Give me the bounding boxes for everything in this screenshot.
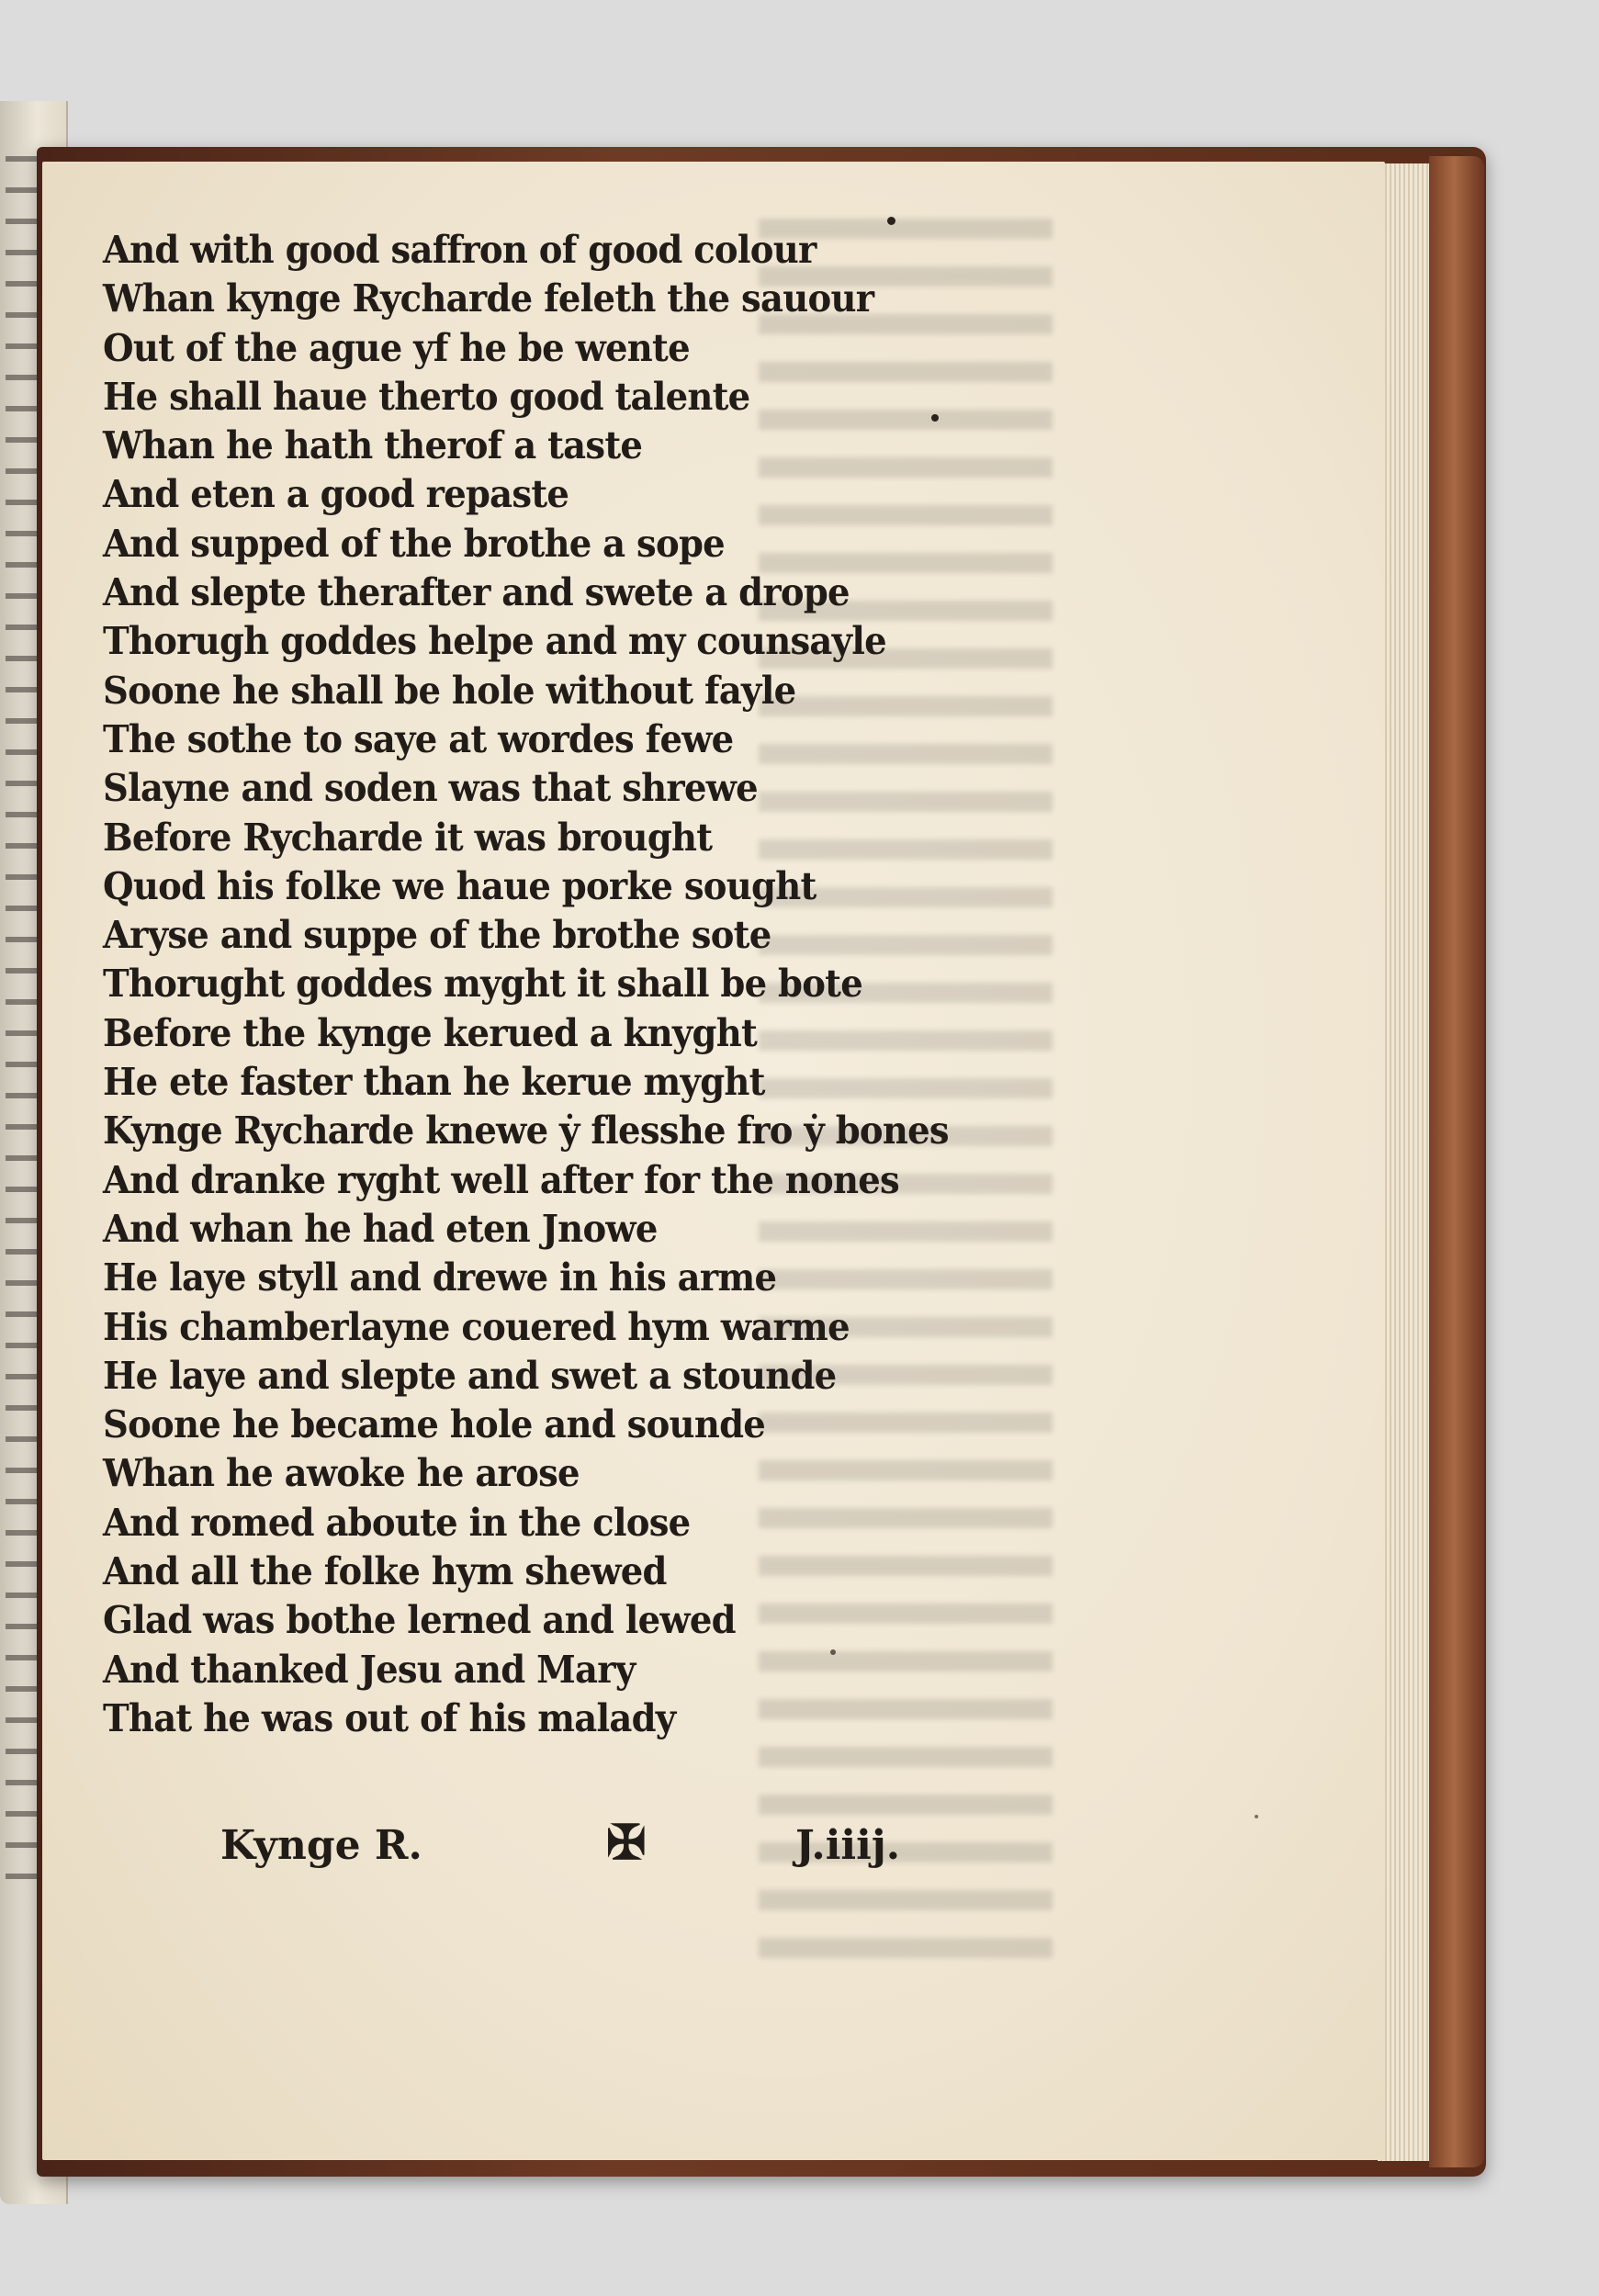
verse-line: He laye styll and drewe in his arme: [103, 1255, 777, 1300]
verse-line: And dranke ryght well after for the nones: [103, 1157, 899, 1202]
ink-speck: [887, 217, 895, 225]
verse-line: And eten a good repaste: [103, 472, 569, 517]
running-title: Kynge R.: [220, 1822, 422, 1869]
verse-line: And all the folke hym shewed: [103, 1549, 667, 1594]
verse-line: And supped of the brothe a sope: [103, 521, 725, 566]
ink-speck: [830, 1649, 836, 1655]
page-stack-edges: [1378, 163, 1429, 2161]
verse-line: His chamberlayne couered hym warme: [103, 1304, 850, 1349]
verse-line: Whan he hath therof a taste: [103, 423, 643, 468]
ink-speck: [931, 414, 939, 422]
verse-line: And thanked Jesu and Mary: [103, 1647, 636, 1692]
verse-line: The sothe to saye at wordes fewe: [103, 716, 734, 761]
cross-ornament-icon: ✠: [606, 1815, 647, 1871]
verse-line: He ete faster than he kerue myght: [103, 1060, 765, 1105]
verse-line: Quod his folke we haue porke sought: [103, 863, 816, 908]
verse-line: He shall haue therto good talente: [103, 374, 750, 419]
verse-line: Before the kynge kerued a knyght: [103, 1010, 758, 1055]
verse-line: And slepte therafter and swete a drope: [103, 570, 850, 615]
verse-line: He laye and slepte and swet a stounde: [103, 1353, 837, 1398]
verse-line: Slayne and soden was that shrewe: [103, 766, 758, 811]
book-page: [42, 162, 1385, 2160]
verse-line: Thorugh goddes helpe and my counsayle: [103, 619, 886, 664]
verse-line: Thorught goddes myght it shall be bote: [103, 962, 863, 1007]
verse-line: Soone he became hole and sounde: [103, 1402, 766, 1447]
signature-mark: J.iiij.: [795, 1822, 901, 1869]
verse-line: Glad was bothe lerned and lewed: [103, 1598, 736, 1643]
verse-line: Aryse and suppe of the brothe sote: [103, 913, 771, 958]
verse-line: Before Rycharde it was brought: [103, 815, 713, 860]
verse-line: Whan kynge Rycharde feleth the sauour: [103, 276, 874, 321]
verse-line: Kynge Rycharde knewe ẏ flesshe fro ẏ bones: [103, 1109, 949, 1154]
verse-line: That he was out of his malady: [103, 1695, 676, 1740]
verse-line: Whan he awoke he arose: [103, 1451, 580, 1496]
verse-line: Out of the ague yf he be wente: [103, 325, 690, 370]
page-footer: [42, 1815, 1385, 1879]
verse-text-block: [103, 226, 1058, 1743]
binding-spine-edge: [1429, 156, 1484, 2167]
verse-line: And romed aboute in the close: [103, 1500, 691, 1545]
verse-line: And with good saffron of good colour: [103, 228, 816, 272]
ink-speck: [1255, 1815, 1258, 1818]
verse-line: Soone he shall be hole without fayle: [103, 668, 796, 713]
verse-line: And whan he had eten Jnowe: [103, 1206, 658, 1251]
